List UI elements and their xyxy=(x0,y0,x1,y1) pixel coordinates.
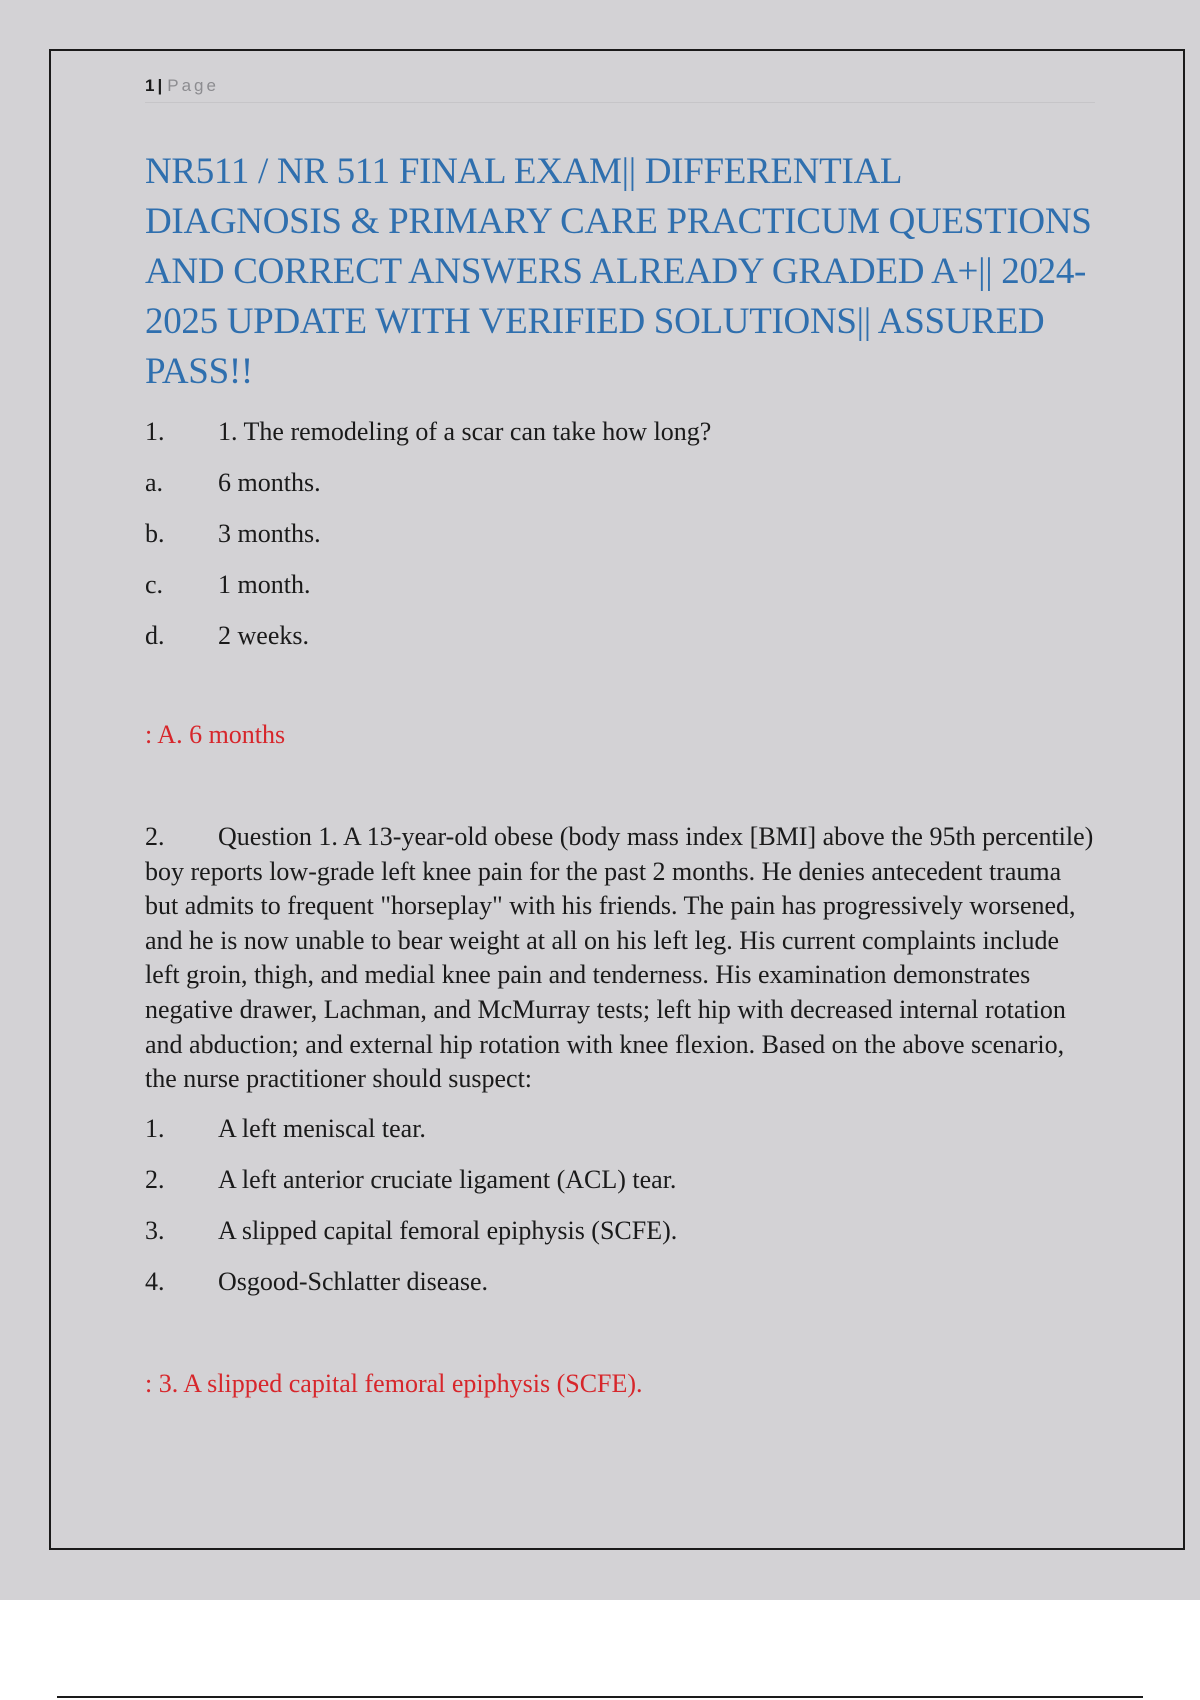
page-content xyxy=(145,70,1095,1401)
option-marker: a. xyxy=(145,468,164,497)
option-text: 2 weeks. xyxy=(218,621,309,650)
option-text: A slipped capital femoral epiphysis (SCFE). xyxy=(218,1215,678,1245)
question-1-option-d xyxy=(145,619,1095,653)
question-2-option-2 xyxy=(145,1163,1095,1197)
question-2 xyxy=(145,820,1095,1097)
option-text: A left meniscal tear. xyxy=(218,1113,426,1143)
page-label: Page xyxy=(167,76,219,95)
question-1-text: 1. The remodeling of a scar can take how long? xyxy=(218,417,712,446)
option-text: 1 month. xyxy=(218,570,311,599)
option-text: 3 months. xyxy=(218,519,321,548)
page-number: 1 xyxy=(145,76,156,95)
question-2-number: 2. xyxy=(145,822,165,851)
option-marker: 3. xyxy=(145,1215,165,1245)
page-header-separator: | xyxy=(157,76,164,95)
option-marker: b. xyxy=(145,519,165,548)
next-page-top-rule xyxy=(57,1696,1143,1698)
option-text: 6 months. xyxy=(218,468,321,497)
question-1-option-b xyxy=(145,517,1095,551)
question-1-option-c xyxy=(145,568,1095,602)
question-2-option-4 xyxy=(145,1265,1095,1299)
option-marker: d. xyxy=(145,621,165,650)
question-1 xyxy=(145,415,1095,449)
option-marker: c. xyxy=(145,570,164,599)
option-text: Osgood-Schlatter disease. xyxy=(218,1266,489,1296)
option-marker: 4. xyxy=(145,1266,165,1296)
option-marker: 1. xyxy=(145,1113,165,1143)
option-text: A left anterior cruciate ligament (ACL) tear. xyxy=(218,1164,677,1194)
question-2-answer: : 3. A slipped capital femoral epiphysis (SCFE). xyxy=(145,1368,643,1398)
question-1-number: 1. xyxy=(145,417,165,446)
question-1-answer: : A. 6 months xyxy=(145,720,286,749)
question-2-option-1 xyxy=(145,1112,1095,1146)
question-1-option-a xyxy=(145,466,1095,500)
document-title: NR511 / NR 511 FINAL EXAM|| DIFFERENTIAL DIAGNOSIS & PRIMARY CARE PRACTICUM QUESTIONS AND CORRECT ANSWERS ALREADY GRADED A+|| 2024-2025 UPDATE WITH VERIFIED SOLUTIONS|| ASSURED PASS!! xyxy=(145,151,1092,392)
question-2-text: Question 1. A 13-year-old obese (body mass index [BMI] above the 95th percentile) boy reports low-grade left knee pain for the past 2 months. He denies antecedent trauma but admits to frequent "horseplay" with his friends. The pain has progressively worsened, and he is now unable to bear weight at all on his left leg. His current complaints include left groin, thigh, and medial knee pain and tenderness. His examination demonstrates negative drawer, Lachman, and McMurray tests; left hip with decreased internal rotation and abduction; and external hip rotation with knee flexion. Based on the above scenario, the nurse practitioner should suspect: xyxy=(145,822,1094,1094)
option-marker: 2. xyxy=(145,1164,165,1194)
page-header xyxy=(145,70,1095,103)
question-2-option-3 xyxy=(145,1214,1095,1248)
